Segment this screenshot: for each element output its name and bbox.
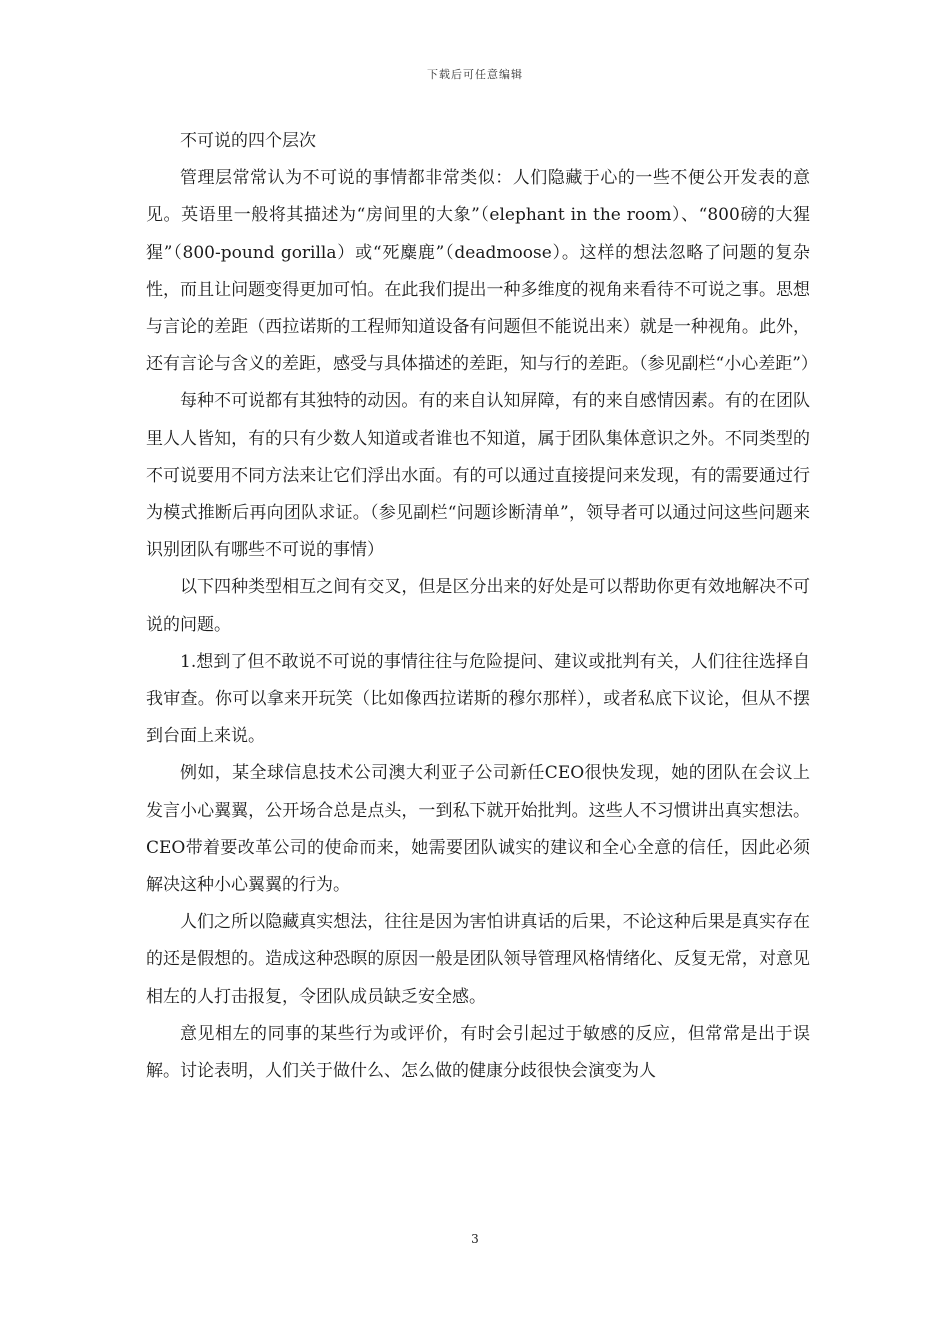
paragraph: 人们之所以隐藏真实想法，往往是因为害怕讲真话的后果，不论这种后果是真实存在的还是假想的。造成这种恐暝的原因一般是团队领导管理风格情绪化、反复无常，对意见相左的人打击报复，令团队成员缺乏安全感。 [146,912,810,1007]
page-header: 下载后可任意编辑 [427,68,523,81]
paragraph: 管理层常常认为不可说的事情都非常类似：人们隐藏于心的一些不便公开发表的意见。英语里一般将其描述为“房间里的大象”（elephant in the room）、“800磅的大猩猩”（800-pound gorilla）或“死麋鹿”（deadmoose）。这样的想法忽略了问题的复杂性，而且让问题变得更加可怕。在此我们提出一种多维度的视角来看待不可说之事。思想与言论的差距（西拉诺斯的工程师知道设备有问题但不能说出来）就是一种视角。此外，还有言论与含义的差距，感受与具体描述的差距，知与行的差距。（参见副栏“小心差距”） [146,168,818,375]
page-number: 3 [471,1232,479,1246]
paragraph: 以下四种类型相互之间有交叉，但是区分出来的好处是可以帮助你更有效地解决不可说的问题。 [146,577,810,635]
paragraph: 1.想到了但不敢说不可说的事情往往与危险提问、建议或批判有关，人们往往选择自我审查。你可以拿来开玩笑（比如像西拉诺斯的穆尔那样），或者私底下议论，但从不摆到台面上来说。 [146,651,810,747]
document-body [146,123,818,1090]
paragraph: 例如，某全球信息技术公司澳大利亚子公司新任CEO很快发现，她的团队在会议上发言小心翼翼，公开场合总是点头，一到私下就开始批判。这些人不习惯讲出真实想法。CEO带着要改革公司的使命而来，她需要团队诚实的建议和全心全意的信任，因此必须解决这种小心翼翼的行为。 [146,763,810,896]
paragraph: 意见相左的同事的某些行为或评价，有时会引起过于敏感的反应，但常常是出于误解。讨论表明，人们关于做什么、怎么做的健康分歧很快会演变为人 [146,1023,810,1082]
paragraph: 每种不可说都有其独特的动因。有的来自认知屏障，有的来自感情因素。有的在团队里人人皆知，有的只有少数人知道或者谁也不知道，属于团队集体意识之外。不同类型的不可说要用不同方法来让它们浮出水面。有的可以通过直接提问来发现，有的需要通过行为模式推断后再向团队求证。（参见副栏“问题诊断清单”，领导者可以通过问这些问题来识别团队有哪些不可说的事情） [146,391,810,561]
section-title: 不可说的四个层次 [180,131,316,151]
